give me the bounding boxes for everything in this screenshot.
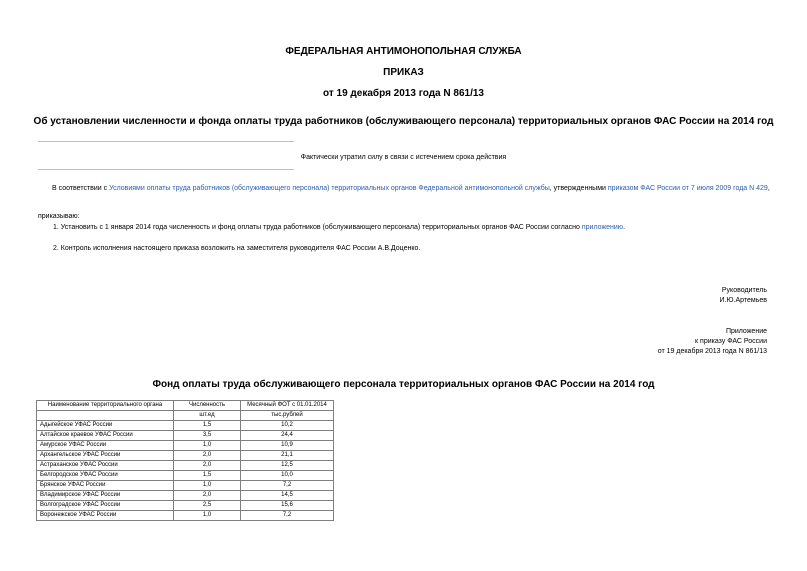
org-name: Архангельское УФАС России xyxy=(37,451,174,461)
order-item-1-text: 1. Установить с 1 января 2014 года численность и фонд оплаты труда работников (обслуживающего персонала) территориальных органов ФАС России согласно xyxy=(53,224,582,231)
document-title: Об установлении численности и фонда оплаты труда работников (обслуживающего персонала) территориальных органов ФАС России на 2014 год xyxy=(33,116,774,127)
agency-name: ФЕДЕРАЛЬНАЯ АНТИМОНОПОЛЬНАЯ СЛУЖБА xyxy=(285,46,522,57)
preamble-text-2: , утвержденными xyxy=(549,185,608,192)
org-name: Воронежское УФАС России xyxy=(37,511,174,521)
table-header-row xyxy=(37,401,334,411)
table-units-row xyxy=(37,411,334,421)
order-item-1-end: . xyxy=(623,224,626,231)
monthly-fot: 15,6 xyxy=(241,501,334,511)
unit-count: шт.ед xyxy=(174,411,241,421)
org-name: Астраханское УФАС России xyxy=(37,461,174,471)
preamble-paragraph xyxy=(38,183,770,194)
monthly-fot: 21,1 xyxy=(241,451,334,461)
monthly-fot: 14,5 xyxy=(241,491,334,501)
payroll-table xyxy=(36,400,334,521)
preamble-text-1: В соответствии с xyxy=(52,185,110,192)
staff-count: 2,0 xyxy=(174,451,241,461)
org-name: Владимирское УФАС России xyxy=(37,491,174,501)
staff-count: 1,0 xyxy=(174,511,241,521)
divider-top xyxy=(38,141,294,142)
unit-org xyxy=(37,411,174,421)
org-name: Брянское УФАС России xyxy=(37,481,174,491)
monthly-fot: 12,5 xyxy=(241,461,334,471)
monthly-fot: 7,2 xyxy=(241,511,334,521)
table-row xyxy=(37,491,334,501)
order-item-1 xyxy=(53,224,773,231)
unit-fot: тыс.рублей xyxy=(241,411,334,421)
org-name: Белгородское УФАС России xyxy=(37,471,174,481)
table-row xyxy=(37,431,334,441)
order-429-link[interactable]: приказом ФАС России от 7 июля 2009 года N 429 xyxy=(607,185,768,192)
appendix-line-2: к приказу ФАС России xyxy=(695,338,767,345)
signature-position: Руководитель xyxy=(721,287,767,294)
conditions-link[interactable]: Условиями оплаты труда работников (обслуживающего персонала) территориальных органов Федеральной антимонопольной службы xyxy=(109,185,550,192)
divider-bottom xyxy=(38,169,294,170)
monthly-fot: 24,4 xyxy=(241,431,334,441)
header-count: Численность xyxy=(174,401,241,411)
table-row xyxy=(37,471,334,481)
document-type: ПРИКАЗ xyxy=(383,67,424,78)
org-name: Адыгейское УФАС России xyxy=(37,421,174,431)
org-name: Волгоградское УФАС России xyxy=(37,501,174,511)
staff-count: 1,5 xyxy=(174,421,241,431)
header-fot: Месячный ФОТ с 01.01.2014 xyxy=(241,401,334,411)
monthly-fot: 10,0 xyxy=(241,471,334,481)
table-title: Фонд оплаты труда обслуживающего персонала территориальных органов ФАС России на 2014 год xyxy=(152,379,655,390)
document-date-number: от 19 декабря 2013 года N 861/13 xyxy=(323,88,484,99)
table-row xyxy=(37,511,334,521)
monthly-fot: 10,9 xyxy=(241,441,334,451)
table-row xyxy=(37,461,334,471)
appendix-link[interactable]: приложению xyxy=(581,224,624,231)
staff-count: 2,0 xyxy=(174,491,241,501)
staff-count: 1,5 xyxy=(174,471,241,481)
table-row xyxy=(37,481,334,491)
table-row xyxy=(37,451,334,461)
appendix-line-1: Приложение xyxy=(725,328,767,335)
org-name: Алтайское краевое УФАС России xyxy=(37,431,174,441)
signature-name: И.Ю.Артемьев xyxy=(719,297,767,304)
order-item-2: 2. Контроль исполнения настоящего приказа возложить на заместителя руководителя ФАС России А.В.Доценко. xyxy=(53,245,421,252)
preamble-text-3: , xyxy=(767,185,770,192)
monthly-fot: 10,2 xyxy=(241,421,334,431)
staff-count: 3,5 xyxy=(174,431,241,441)
table-row xyxy=(37,501,334,511)
monthly-fot: 7,2 xyxy=(241,481,334,491)
staff-count: 1,0 xyxy=(174,481,241,491)
header-org: Наименование территориального органа xyxy=(37,401,174,411)
appendix-block xyxy=(658,327,767,357)
order-word: приказываю: xyxy=(38,213,80,220)
signature-block xyxy=(720,286,768,306)
staff-count: 1,0 xyxy=(174,441,241,451)
org-name: Амурское УФАС России xyxy=(37,441,174,451)
appendix-line-3: от 19 декабря 2013 года N 861/13 xyxy=(657,348,767,355)
status-note: Фактически утратил силу в связи с истечением срока действия xyxy=(300,154,507,161)
staff-count: 2,5 xyxy=(174,501,241,511)
table-row xyxy=(37,441,334,451)
table-row xyxy=(37,421,334,431)
staff-count: 2,0 xyxy=(174,461,241,471)
